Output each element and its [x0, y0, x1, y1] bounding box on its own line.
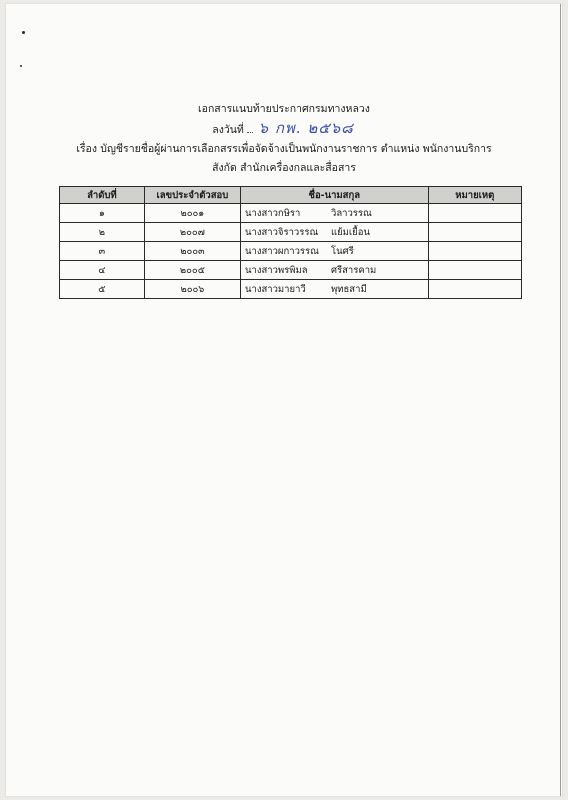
candidate-table — [59, 186, 522, 299]
cell-exam-id: ๒๐๐๕ — [144, 261, 240, 280]
cell-note — [428, 261, 521, 280]
column-header-name: ชื่อ-นามสกุล — [240, 187, 428, 204]
header-title: เอกสารแนบท้ายประกาศกรมทางหลวง — [198, 103, 370, 115]
first-name: นางสาวกษิรา — [244, 207, 301, 219]
cell-no: ๓ — [60, 242, 145, 261]
table-row — [60, 280, 522, 299]
cell-note — [428, 242, 521, 261]
first-name: นางสาวพรพิมล — [244, 264, 308, 276]
last-name: ศรีสารคาม — [330, 264, 377, 276]
cell-note — [428, 204, 521, 223]
header-date-line — [6, 119, 562, 140]
cell-exam-id: ๒๐๐๓ — [144, 242, 240, 261]
handwritten-date: ๖ กพ. ๒๕๖๘ — [258, 119, 354, 137]
document-page — [6, 4, 562, 796]
first-name: นางสาวมายาวี — [244, 283, 306, 295]
document-header — [6, 100, 562, 178]
scan-speck — [22, 31, 25, 34]
cell-exam-id: ๒๐๐๖ — [144, 280, 240, 299]
table-row — [60, 261, 522, 280]
table-row — [60, 204, 522, 223]
table-row — [60, 223, 522, 242]
scan-speck — [20, 65, 22, 67]
last-name: พุทธสามี — [330, 283, 367, 295]
header-subject: เรื่อง บัญชีรายชื่อผู้ผ่านการเลือกสรรเพื่อจัดจ้างเป็นพนักงานราชการ ตำแหน่ง พนักงานบริการ — [76, 143, 492, 155]
cell-note — [428, 223, 521, 242]
cell-name — [240, 280, 428, 299]
column-header-exam-id: เลขประจำตัวสอบ — [144, 187, 240, 204]
column-header-note: หมายเหตุ — [428, 187, 521, 204]
table-header-row — [60, 187, 522, 204]
last-name: แย้มเยื้อน — [330, 226, 370, 238]
cell-no: ๒ — [60, 223, 145, 242]
last-name: วิลาวรรณ — [330, 207, 372, 219]
cell-exam-id: ๒๐๐๑ — [144, 204, 240, 223]
cell-name — [240, 223, 428, 242]
last-name: โนศรี — [330, 245, 354, 257]
table-row — [60, 242, 522, 261]
header-affiliation: สังกัด สำนักเครื่องกลและสื่อสาร — [212, 162, 356, 174]
cell-name — [240, 204, 428, 223]
date-prefix: ลงวันที่ — [212, 124, 244, 136]
first-name: นางสาวจิราวรรณ — [244, 226, 319, 238]
date-blank — [247, 132, 253, 133]
cell-name — [240, 261, 428, 280]
cell-note — [428, 280, 521, 299]
cell-no: ๑ — [60, 204, 145, 223]
cell-no: ๔ — [60, 261, 145, 280]
cell-exam-id: ๒๐๐๗ — [144, 223, 240, 242]
cell-name — [240, 242, 428, 261]
column-header-no: ลำดับที่ — [60, 187, 145, 204]
first-name: นางสาวผกาวรรณ — [244, 245, 319, 257]
cell-no: ๕ — [60, 280, 145, 299]
